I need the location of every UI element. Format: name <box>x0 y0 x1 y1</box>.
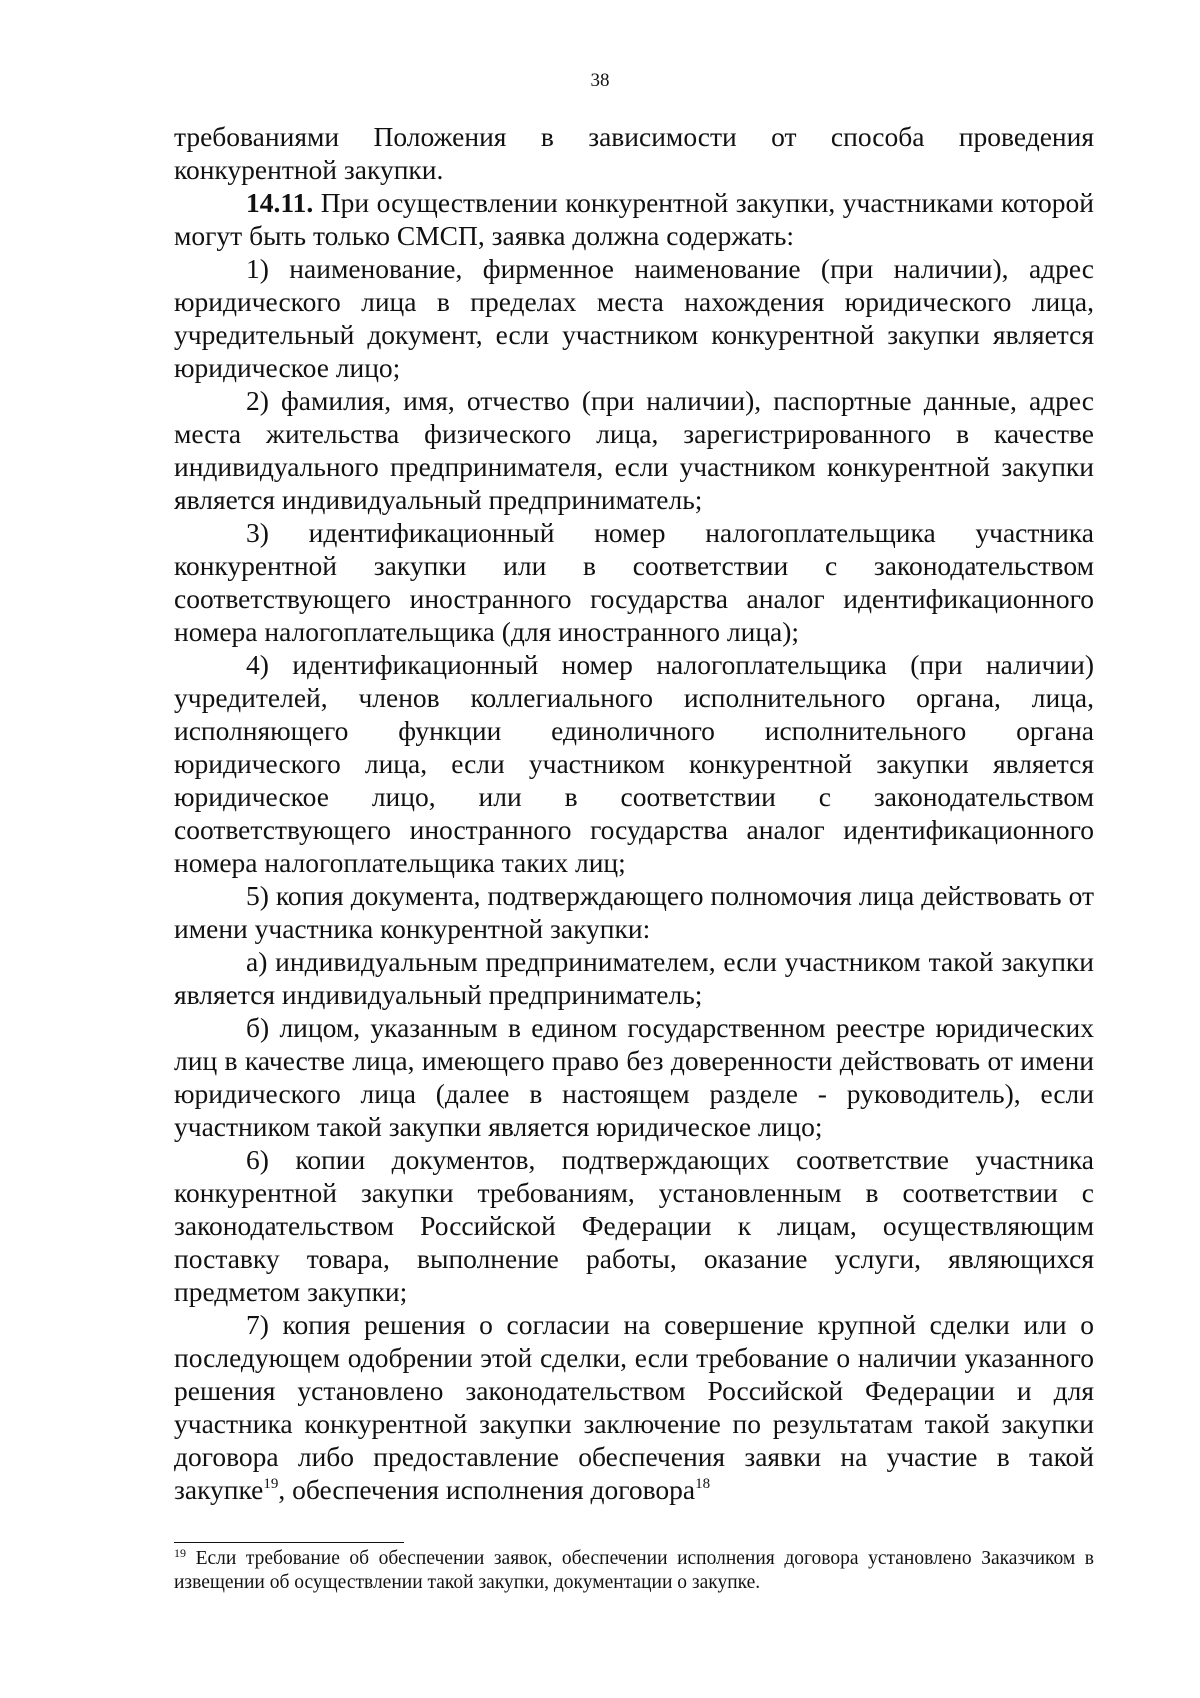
list-item-2: 2) фамилия, имя, отчество (при наличии), паспортные данные, адрес места жительства физического лица, зарегистрированного в качестве индивидуального предпринимателя, если участником конкурентной закупки является индивидуальный предприниматель; <box>174 385 1094 515</box>
footnote-reference-19[interactable]: 19 <box>263 1476 279 1492</box>
continuation-paragraph: требованиями Положения в зависимости от способа проведения конкурентной закупки. <box>174 121 1094 185</box>
list-item-1: 1) наименование, фирменное наименование (при наличии), адрес юридического лица в пределах места нахождения юридического лица, учредительный документ, если участником конкурентной закупки является юридическое лицо; <box>174 253 1094 383</box>
footnote-marker: 19 <box>174 1546 186 1560</box>
list-item-4: 4) идентификационный номер налогоплательщика (при наличии) учредителей, членов коллегиального исполнительного органа, лица, исполняющего функции единоличного исполнительного органа юридического лица, если участником конкурентной закупки является юридическое лицо, или в соответствии с законодательством соответствующего иностранного государства аналог идентификационного номера налогоплательщика таких лиц; <box>174 649 1094 878</box>
document-body <box>174 120 1094 1506</box>
list-item-3: 3) идентификационный номер налогоплательщика участника конкурентной закупки или в соответствии с законодательством соответствующего иностранного государства аналог идентификационного номера налогоплательщика (для иностранного лица); <box>174 517 1094 647</box>
list-item-6: 6) копии документов, подтверждающих соответствие участника конкурентной закупки требованиям, установленным в соответствии с законодательством Российской Федерации к лицам, осуществляющим поставку товара, выполнение работы, оказание услуги, являющихся предметом закупки; <box>174 1144 1094 1307</box>
list-item-7 <box>174 1308 1094 1506</box>
footnote-separator <box>174 1542 404 1543</box>
clause-text: При осуществлении конкурентной закупки, участниками которой могут быть только СМСП, заявка должна содержать: <box>174 187 1094 251</box>
clause-14-11 <box>174 186 1094 252</box>
footnote <box>174 1547 1094 1595</box>
list-item-5: 5) копия документа, подтверждающего полномочия лица действовать от имени участника конкурентной закупки: <box>174 880 1094 944</box>
footnote-text: Если требование об обеспечении заявок, обеспечении исполнения договора установлено Заказчиком в извещении об осуществлении такой закупки, документации о закупке. <box>174 1548 1094 1593</box>
list-item-5b: б) лицом, указанным в едином государственном реестре юридических лиц в качестве лица, имеющего право без доверенности действовать от имени юридического лица (далее в настоящем разделе - руководитель), если участником такой закупки является юридическое лицо; <box>174 1012 1094 1142</box>
footnote-reference-18[interactable]: 18 <box>695 1476 711 1492</box>
list-item-5a: а) индивидуальным предпринимателем, если участником такой закупки является индивидуальный предприниматель; <box>174 946 1094 1010</box>
list-item-7-text: 7) копия решения о согласии на совершение крупной сделки или о последующем одобрении этой сделки, если требование о наличии указанного решения установлено законодательством Российской Федерации и для участника конкурентной закупки заключение по результатам такой закупки договора либо предоставление обеспечения заявки на участие в такой закупке <box>174 1309 1094 1505</box>
page-number: 38 <box>590 70 610 91</box>
clause-number: 14.11. <box>246 187 314 218</box>
list-item-7-continuation: , обеспечения исполнения договора <box>278 1474 696 1505</box>
